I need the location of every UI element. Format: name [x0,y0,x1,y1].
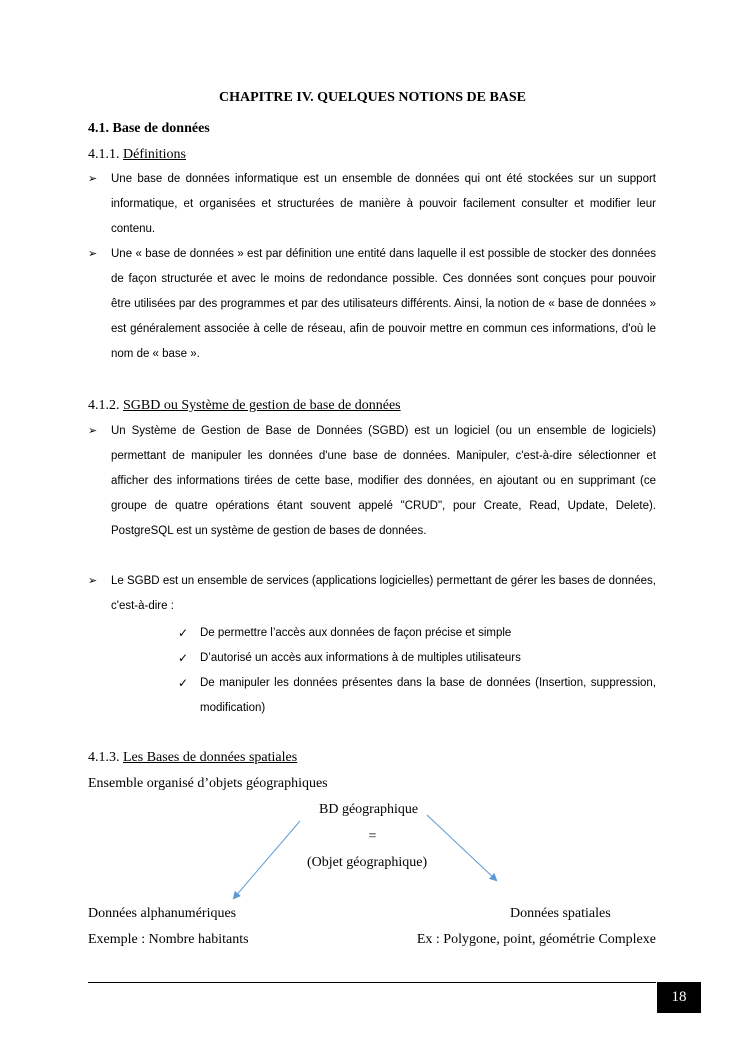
check-text: De permettre l’accès aux données de façon précise et simple [200,627,512,639]
chapter-title: CHAPITRE IV. QUELQUES NOTIONS DE BASE [218,90,527,105]
arrow-bullet-icon: ➢ [88,248,98,260]
section-title: SGBD ou Système de gestion de base de données [123,398,401,413]
checkmark-icon: ✓ [178,651,189,665]
section-title: Définitions [123,147,186,162]
right-arrow [427,815,496,880]
section-number: 4.1.3. [88,750,120,765]
right-branch-example: Ex : Polygone, point, géométrie Complexe [416,932,656,947]
bullet-text: Un Système de Gestion de Base de Données (SGBD) est un logiciel (ou un ensemble de logiciels) permettant de manipuler les données d'une base de données. Manipuler, c'est-à-dire sélectionner et afficher des informations tirées de cette base, modifier des données, en ajoutant ou en supprimant (ce groupe de quatre opérations étant souvent appelé "CRUD", pour Create, Read, Update, Delete). PostgreSQL est un système de gestion de bases de données. [111,425,656,537]
left-arrow [234,821,300,898]
bullet-text: Le SGBD est un ensemble de services (applications logicielles) permettant de gérer les bases de données, c'est-à-dire : [111,575,656,612]
checkmark-icon: ✓ [178,676,189,690]
diagram-middle-label: (Objet géographique) [307,855,428,870]
arrow-bullet-icon: ➢ [88,173,98,185]
section-number: 4.1.1. [88,147,120,162]
section-title: Les Bases de données spatiales [123,750,298,765]
diagram-top-label: BD géographique [319,802,419,817]
arrow-bullet-icon: ➢ [88,575,98,587]
section-title: Base de données [112,121,210,136]
left-branch-example: Exemple : Nombre habitants [88,932,249,947]
arrow-bullet-icon: ➢ [88,425,98,437]
diagram-equals: = [368,829,377,844]
spatial-intro: Ensemble organisé d’objets géographiques [88,776,328,791]
section-number: 4.1. [88,121,109,136]
page-number: 18 [657,982,701,1013]
check-text: D’autorisé un accès aux informations à de multiples utilisateurs [200,652,521,664]
bullet-text: Une base de données informatique est un ensemble de données qui ont été stockées sur un support informatique, et organisées et structurées de manière à pouvoir facilement consulter et modifier leur contenu. [111,173,656,235]
check-text: De manipuler les données présentes dans la base de données (Insertion, suppression, modification) [200,677,656,714]
checkmark-icon: ✓ [178,626,189,640]
footer-rule [88,982,656,983]
bullet-text: Une « base de données » est par définition une entité dans laquelle il est possible de stocker des données de façon structurée et avec le moins de redondance possible. Ces données sont conçues pour pouvoir être utilisées par des programmes et par des utilisateurs différents. Ainsi, la notion de « base de données » est généralement associée à celle de réseau, afin de pouvoir mettre en commun ces informations, d'où le nom de « base ». [111,248,656,360]
section-number: 4.1.2. [88,398,120,413]
right-branch-title: Données spatiales [510,906,611,921]
left-branch-title: Données alphanumériques [88,906,237,921]
